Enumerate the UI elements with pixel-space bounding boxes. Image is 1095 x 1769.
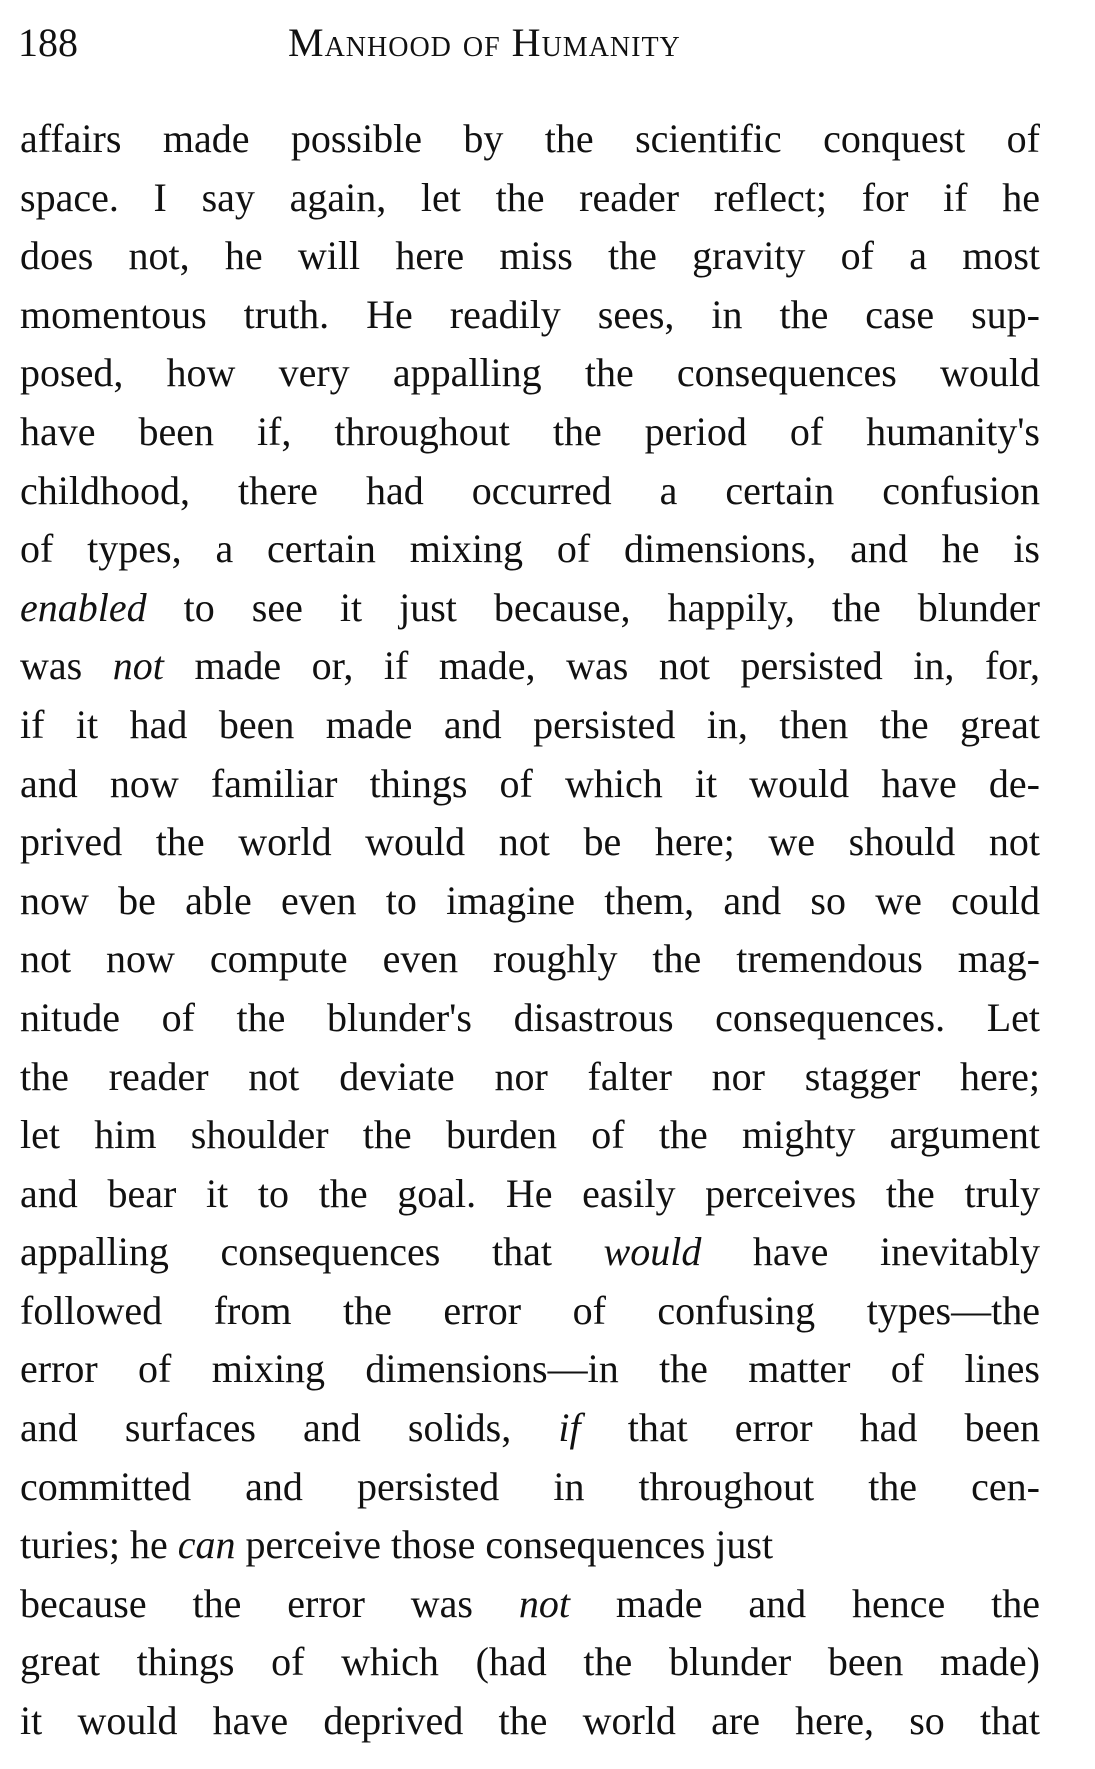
text-segment: because the error was: [20, 1580, 519, 1626]
text-line: [20, 813, 1040, 872]
text-segment: made and hence the: [570, 1580, 1040, 1626]
text-segment: childhood, there had occurred a certain confusion: [20, 467, 1040, 513]
text-line: [20, 1048, 1040, 1107]
text-line: [20, 579, 1040, 638]
text-segment: the reader not deviate nor falter nor stagger here;: [20, 1053, 1040, 1099]
text-segment: appalling consequences that: [20, 1229, 604, 1275]
text-segment: nitude of the blunder's disastrous consequences. Let: [20, 994, 1040, 1040]
text-segment: if it had been made and persisted in, then the great: [20, 701, 1040, 747]
text-segment: of types, a certain mixing of dimensions, and he is: [20, 526, 1040, 572]
body-text: [20, 110, 1040, 1751]
text-segment: space. I say again, let the reader reflect; for if he: [20, 174, 1040, 220]
italic-text: not: [112, 643, 164, 689]
text-segment: great things of which (had the blunder been made): [20, 1639, 1040, 1685]
text-line: [20, 1223, 1040, 1282]
text-line: [20, 1340, 1040, 1399]
text-line: [20, 637, 1040, 696]
text-segment: momentous truth. He readily sees, in the case sup-: [20, 291, 1040, 337]
page-header: [18, 18, 1058, 68]
text-segment: and surfaces and solids,: [20, 1405, 559, 1451]
italic-text: would: [603, 1229, 702, 1275]
italic-text: enabled: [20, 584, 147, 630]
text-segment: made or, if made, was not persisted in, for,: [163, 643, 1040, 689]
text-line: [20, 403, 1040, 462]
text-segment: turies; he: [20, 1522, 178, 1568]
text-segment: was: [20, 643, 113, 689]
text-segment: that error had been: [580, 1405, 1040, 1451]
text-line: [20, 462, 1040, 521]
text-segment: not now compute even roughly the tremendous mag-: [20, 936, 1040, 982]
text-segment: let him shoulder the burden of the mighty argument: [20, 1112, 1040, 1158]
text-segment: perceive those consequences just: [235, 1522, 774, 1568]
italic-text: not: [518, 1580, 570, 1626]
text-line: [20, 227, 1040, 286]
text-line: [20, 1399, 1040, 1458]
text-line: [20, 286, 1040, 345]
text-line: [20, 1692, 1040, 1751]
text-line: [20, 110, 1040, 169]
text-segment: prived the world would not be here; we should not: [20, 819, 1040, 865]
text-segment: followed from the error of confusing types—the: [20, 1287, 1040, 1333]
text-segment: posed, how very appalling the consequences would: [20, 350, 1040, 396]
text-segment: it would have deprived the world are here, so that: [20, 1698, 1040, 1744]
text-segment: and bear it to the goal. He easily perceives the truly: [20, 1170, 1040, 1216]
text-line: [20, 1575, 1040, 1634]
text-segment: to see it just because, happily, the blunder: [146, 584, 1040, 630]
italic-text: can: [177, 1522, 236, 1568]
text-line: [20, 1106, 1040, 1165]
text-segment: does not, he will here miss the gravity of a most: [20, 233, 1040, 279]
text-line: [20, 169, 1040, 228]
text-line: [20, 1516, 1040, 1575]
text-line: [20, 1165, 1040, 1224]
text-line: [20, 930, 1040, 989]
text-line: [20, 1282, 1040, 1341]
text-line: [20, 989, 1040, 1048]
text-line: [20, 1458, 1040, 1517]
text-line: [20, 1633, 1040, 1692]
text-line: [20, 696, 1040, 755]
text-line: [20, 755, 1040, 814]
text-segment: committed and persisted in throughout the cen-: [20, 1463, 1040, 1509]
text-line: [20, 344, 1040, 403]
text-segment: now be able even to imagine them, and so we could: [20, 877, 1040, 923]
text-segment: have inevitably: [701, 1229, 1040, 1275]
text-segment: have been if, throughout the period of humanity's: [20, 408, 1040, 454]
page-number: 188: [18, 20, 78, 65]
text-segment: error of mixing dimensions—in the matter of lines: [20, 1346, 1040, 1392]
italic-text: if: [558, 1405, 581, 1451]
text-segment: and now familiar things of which it would have de-: [20, 760, 1040, 806]
text-segment: affairs made possible by the scientific conquest of: [20, 116, 1040, 161]
text-line: [20, 872, 1040, 931]
running-head: Manhood of Humanity: [288, 20, 681, 65]
text-line: [20, 520, 1040, 579]
